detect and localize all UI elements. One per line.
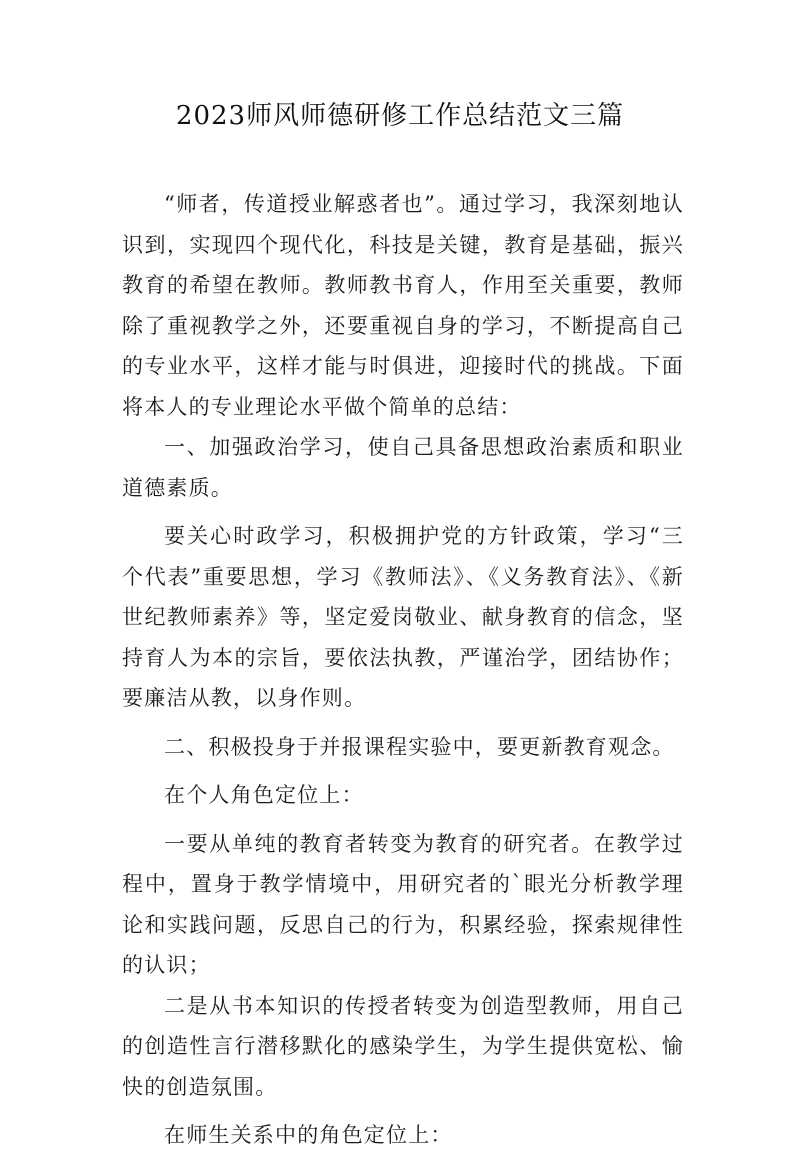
paragraph-creative-teacher: 二是从书本知识的传授者转变为创造型教师，用自己的创造性言行潜移默化的感染学生，为学生提供宽松、愉快的创造氛围。 <box>122 993 684 1099</box>
paragraph-researcher: 一要从单纯的教育者转变为教育的研究者。在教学过程中，置身于教学情境中，用研究者的`眼光分析教学理论和实践问题，反思自己的行为，积累经验，探索规律性的认识； <box>122 831 684 977</box>
document-body <box>122 184 684 1156</box>
paragraph-personal-role: 在个人角色定位上： <box>164 783 364 807</box>
paragraph-political-study: 要关心时政学习，积极拥护党的方针政策，学习“三个代表”重要思想，学习《教师法》、《义务教育法》、《新世纪教师素养》等，坚定爱岗敬业、献身教育的信念，坚持育人为本的宗旨，要依法执教，严谨治学，团结协作；要廉洁从教，以身作则。 <box>122 524 684 710</box>
paragraph-section-2-heading: 二、积极投身于并报课程实验中，要更新教育观念。 <box>164 734 675 759</box>
document-title: 2023师风师德研修工作总结范文三篇 <box>175 101 625 131</box>
paragraph-section-1-heading: 一、加强政治学习，使自己具备思想政治素质和职业道德素质。 <box>122 435 684 500</box>
paragraph-teacher-student-role: 在师生关系中的角色定位上： <box>164 1123 453 1147</box>
paragraph-intro: “师者，传道授业解惑者也”。通过学习，我深刻地认识到，实现四个现代化，科技是关键，教育是基础，振兴教育的希望在教师。教师教书育人，作用至关重要，教师除了重视教学之外，还要重视自身的学习，不断提高自己的专业水平，这样才能与时俱进，迎接时代的挑战。下面将本人的专业理论水平做个简单的总结： <box>122 192 684 419</box>
